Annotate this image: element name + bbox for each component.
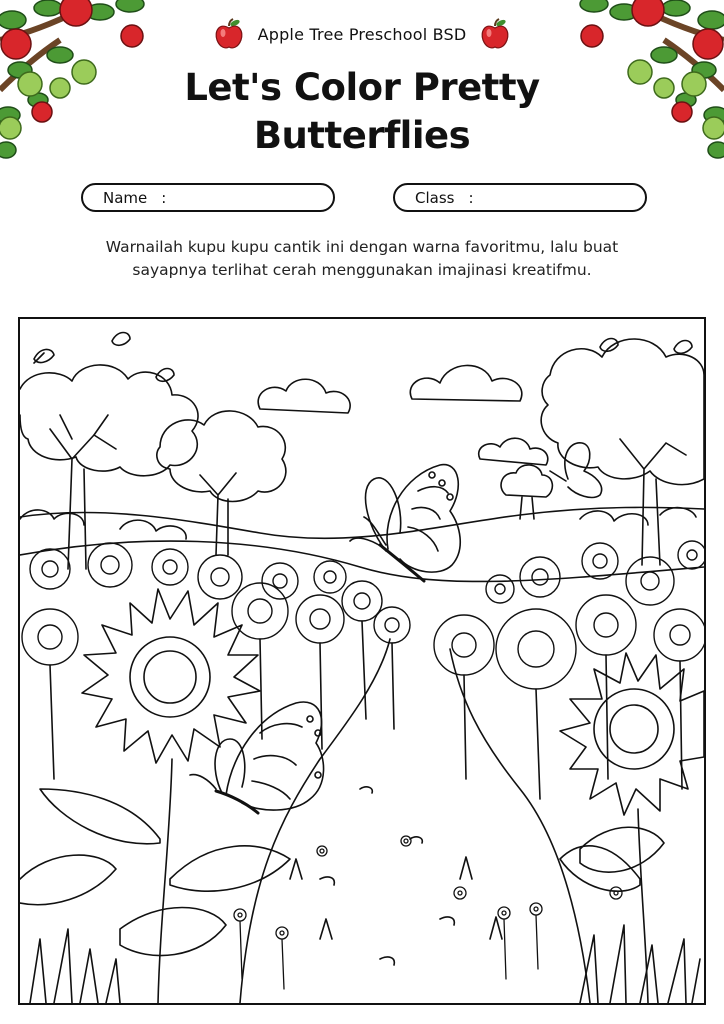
apple-icon	[214, 18, 244, 50]
coloring-area[interactable]	[18, 317, 706, 1005]
path-stones	[320, 787, 454, 965]
school-header	[0, 18, 724, 50]
leaf-foreground-mid	[120, 908, 226, 956]
leaf-1	[34, 349, 54, 363]
cloud-left	[258, 379, 350, 413]
bushes-right	[580, 508, 696, 525]
grass-path	[290, 857, 502, 939]
small-flowers	[234, 836, 622, 989]
class-field[interactable]	[393, 183, 647, 212]
butterfly-bottom	[190, 702, 324, 813]
page-title	[0, 64, 724, 160]
instructions-line-1: Warnailah kupu kupu cantik ini dengan warna favoritmu, lalu buat	[105, 238, 619, 256]
apple-icon	[480, 18, 510, 50]
name-label: Name	[103, 188, 148, 207]
tree-left	[20, 365, 198, 569]
sunflower-big-left	[40, 589, 290, 1003]
class-label: Class	[415, 188, 455, 207]
tree-right	[541, 339, 704, 565]
class-separator: :	[468, 188, 474, 207]
tree-small	[501, 465, 552, 519]
school-name: Apple Tree Preschool BSD	[257, 24, 467, 44]
butterfly-top	[350, 465, 460, 581]
sunflower-field	[22, 541, 704, 799]
leaf-foreground-left	[20, 855, 116, 905]
cloud-right	[410, 365, 522, 401]
grass-right	[580, 925, 700, 1003]
instructions	[40, 236, 684, 282]
grass-left	[30, 929, 120, 1003]
cloud-far	[479, 438, 548, 465]
name-separator: :	[161, 188, 167, 207]
leaf-4	[600, 339, 618, 352]
name-field[interactable]	[81, 183, 335, 212]
leaf-5	[674, 341, 692, 354]
coloring-illustration	[20, 319, 704, 1003]
instructions-line-2: sayapnya terlihat cerah menggunakan imajinasi kreatifmu.	[132, 261, 592, 279]
butterfly-small	[550, 443, 602, 498]
leaf-foreground-right	[580, 827, 664, 872]
title-line-1: Let's Color Pretty	[184, 66, 540, 109]
title-line-2: Butterflies	[253, 114, 471, 157]
leaf-2	[112, 333, 130, 346]
